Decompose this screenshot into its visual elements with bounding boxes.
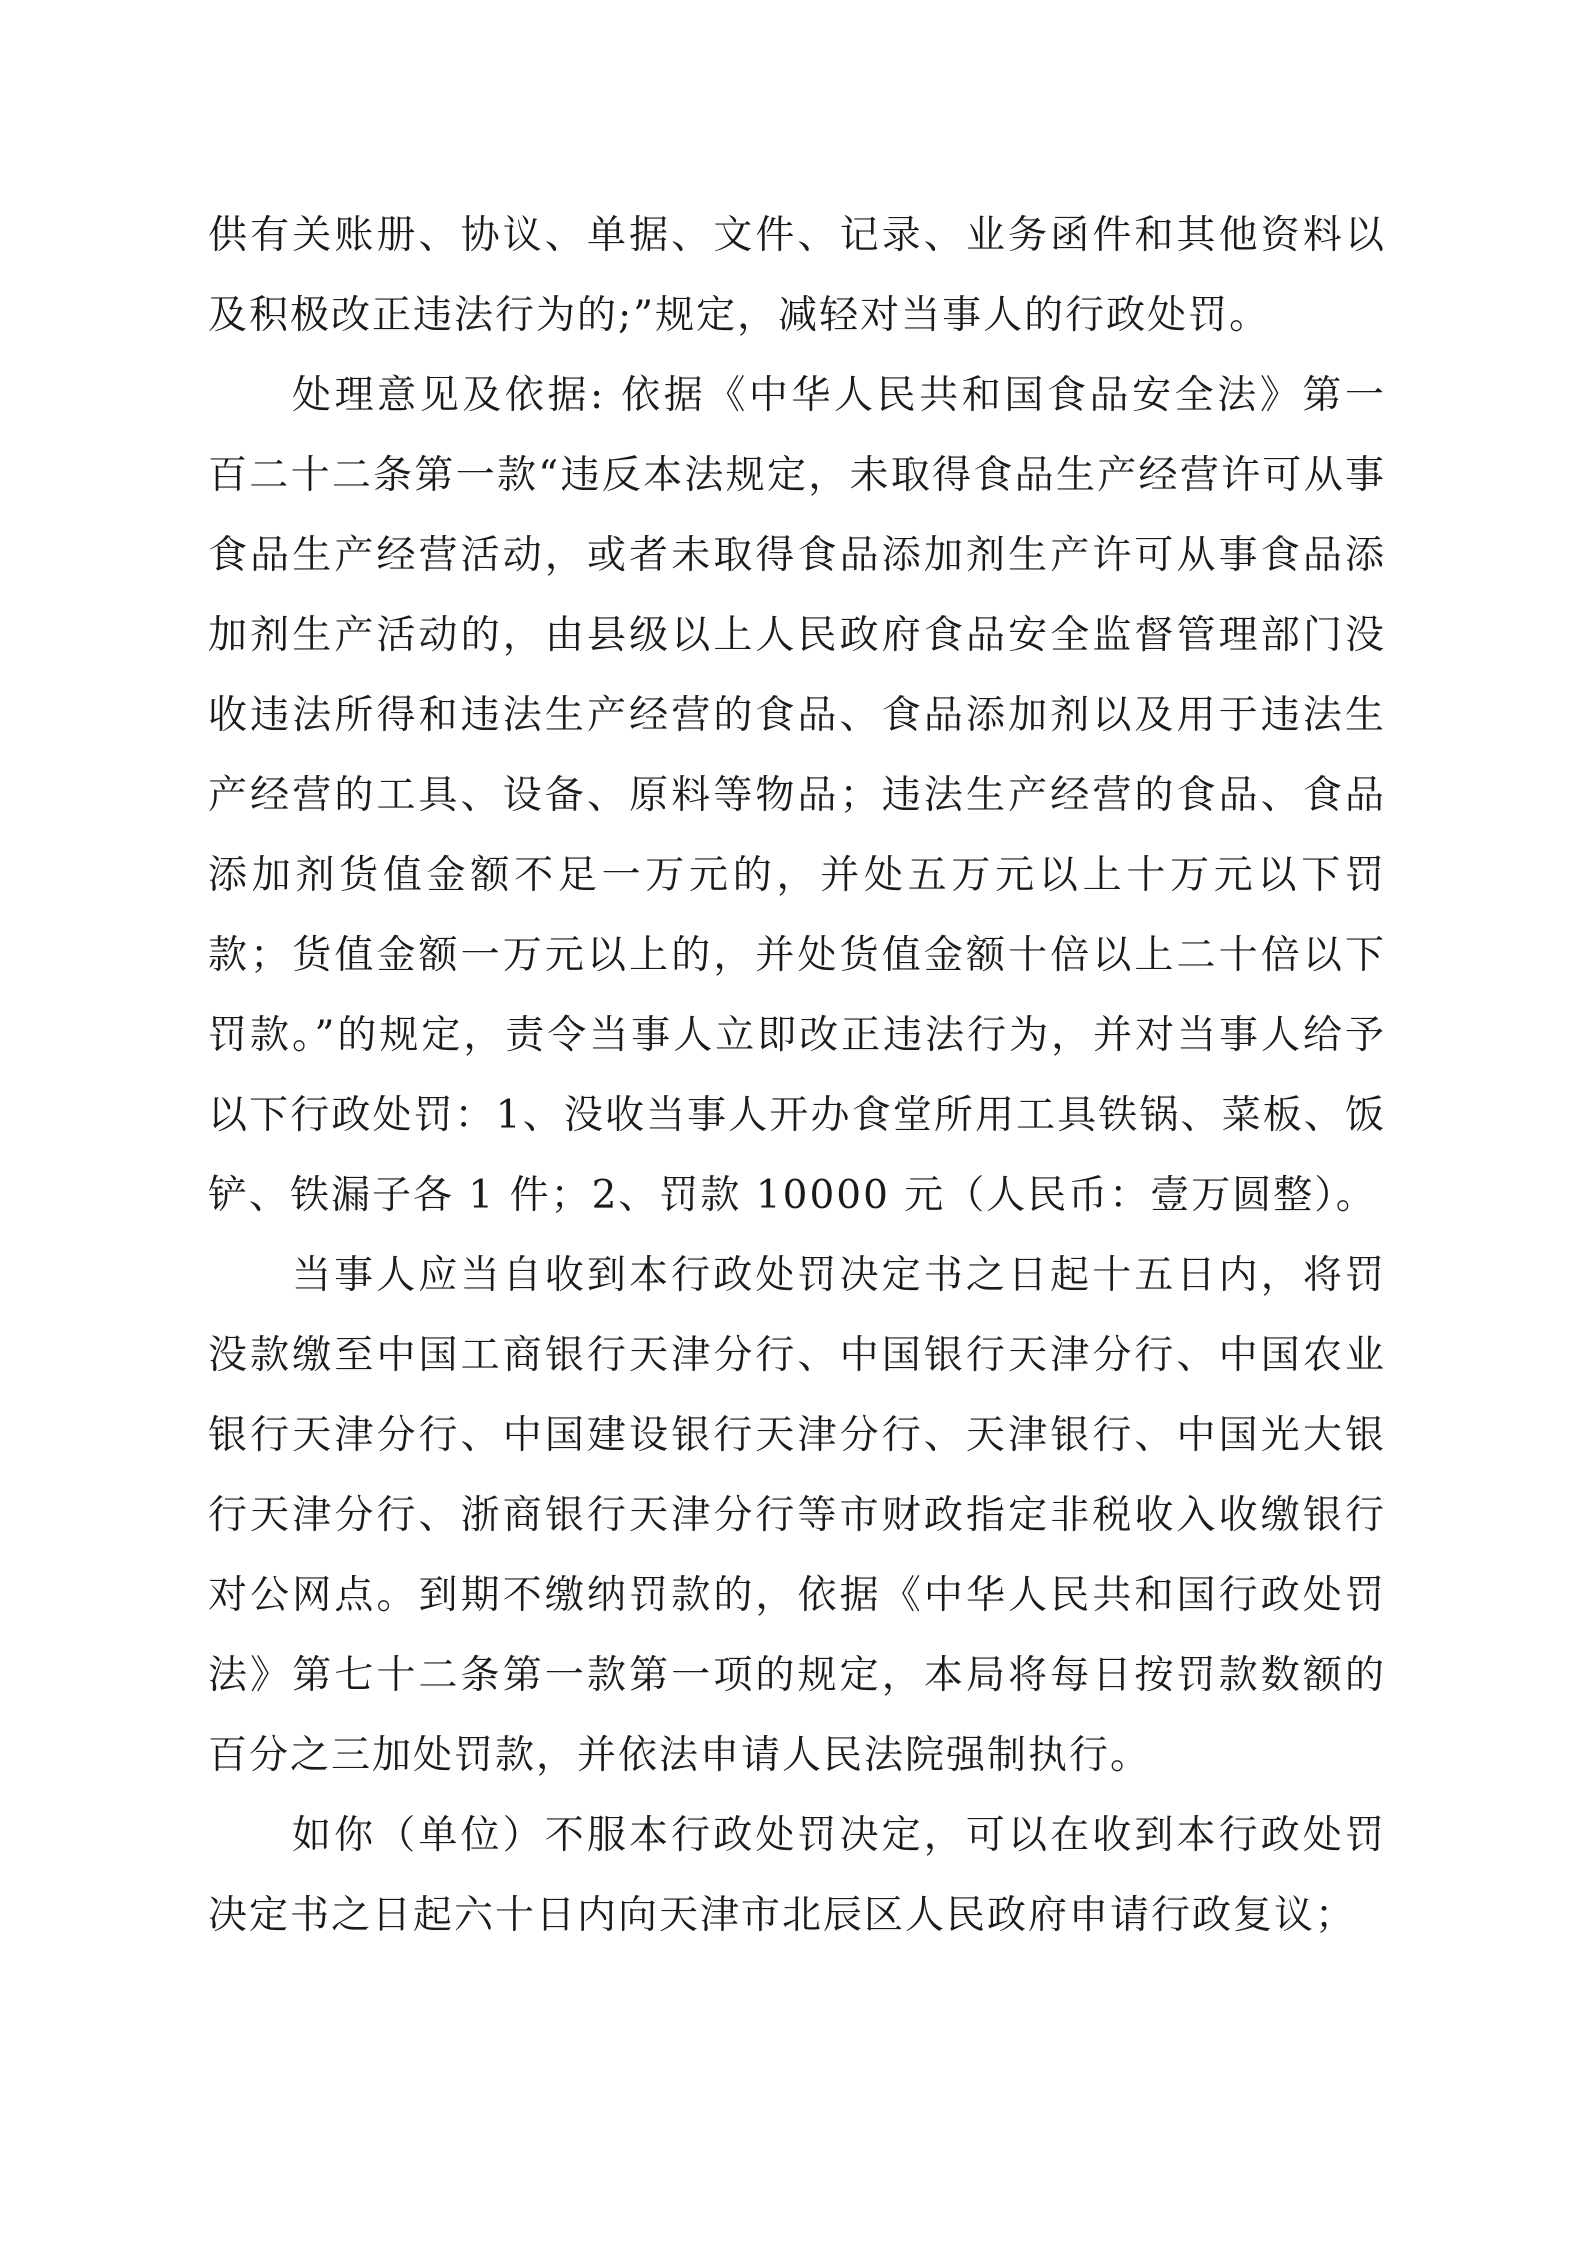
paragraph-appeal: 如你（单位）不服本行政处罚决定，可以在收到本行政处罚决定书之日起六十日内向天津市北辰区人民政府申请行政复议； — [208, 1813, 1386, 1938]
document-body — [208, 196, 1386, 1956]
paragraph-payment: 当事人应当自收到本行政处罚决定书之日起十五日内，将罚没款缴至中国工商银行天津分行、中国银行天津分行、中国农业银行天津分行、中国建设银行天津分行、天津银行、中国光大银行天津分行、浙商银行天津分行等市财政指定非税收入收缴银行对公网点。到期不缴纳罚款的，依据《中华人民共和国行政处罚法》第七十二条第一款第一项的规定，本局将每日按罚款数额的百分之三加处罚款，并依法申请人民法院强制执行。 — [208, 1253, 1386, 1778]
paragraph-continuation: 供有关账册、协议、单据、文件、记录、业务函件和其他资料以及积极改正违法行为的;”规定，减轻对当事人的行政处罚。 — [208, 213, 1386, 338]
paragraph-handling-opinion: 处理意见及依据: 依据《中华人民共和国食品安全法》第一百二十二条第一款“违反本法规定，未取得食品生产经营许可从事食品生产经营活动，或者未取得食品添加剂生产许可从事食品添加剂生产活动的，由县级以上人民政府食品安全监督管理部门没收违法所得和违法生产经营的食品、食品添加剂以及用于违法生产经营的工具、设备、原料等物品；违法生产经营的食品、食品添加剂货值金额不足一万元的，并处五万元以上十万元以下罚款；货值金额一万元以上的，并处货值金额十倍以上二十倍以下罚款。”的规定，责令当事人立即改正违法行为，并对当事人给予以下行政处罚：1、没收当事人开办食堂所用工具铁锅、菜板、饭铲、铁漏子各 1 件；2、罚款 10000 元（人民币：壹万圆整）。 — [208, 373, 1386, 1218]
